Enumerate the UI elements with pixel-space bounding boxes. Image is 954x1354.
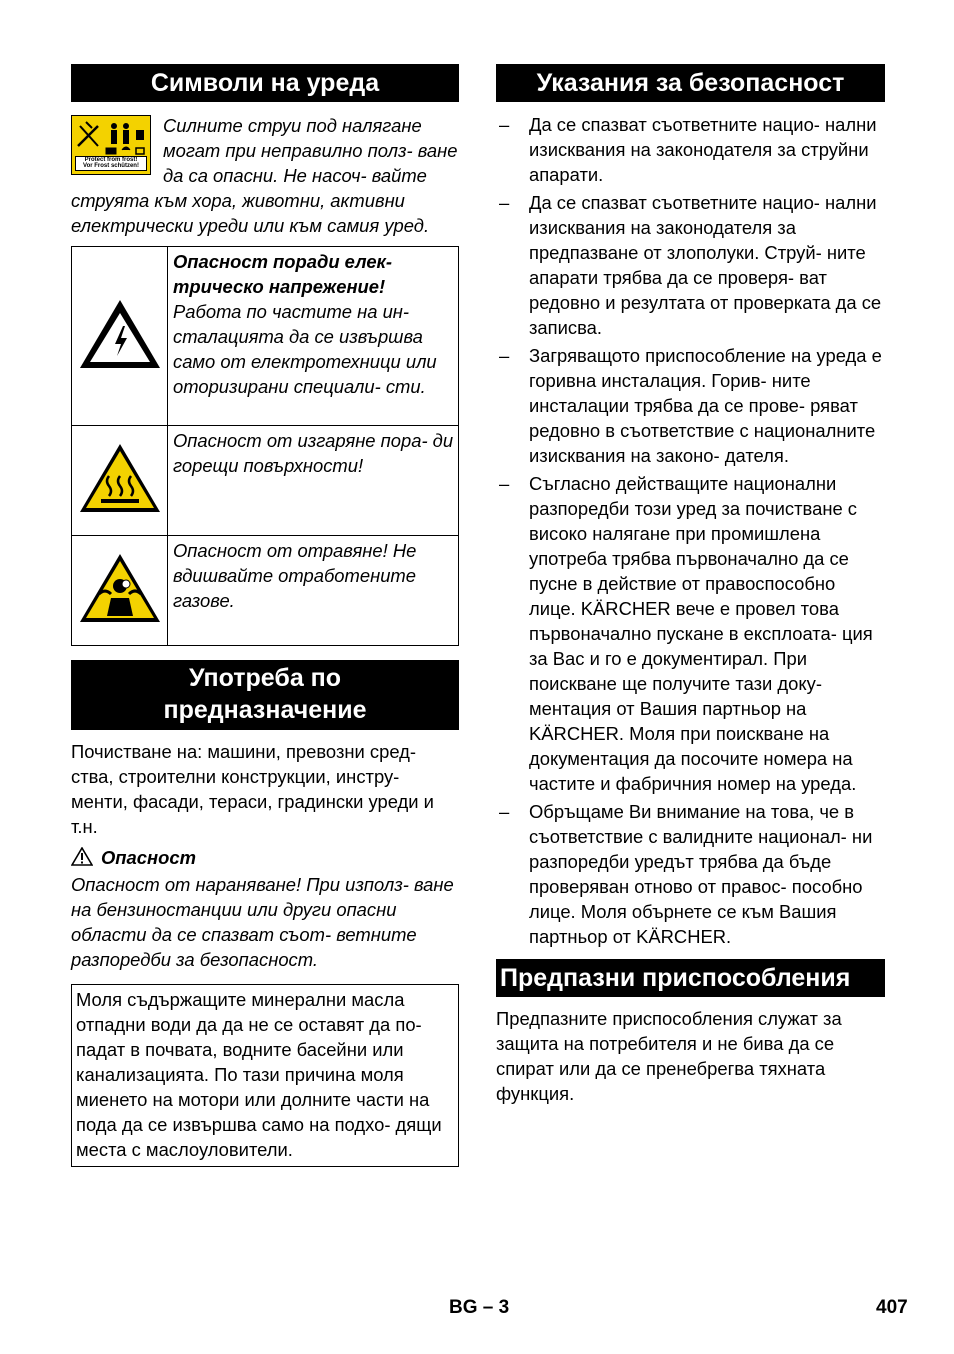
- protective-devices-text: Предпазните приспособления служат за защита на потребителя и не бива да се спират или да се пренебрегва тяхната функция.: [496, 1008, 842, 1104]
- symbols-heading: Символи на уреда: [71, 64, 459, 102]
- list-item: – Да се спазват съответните нацио- нални изисквания на законодателя за предпазване от злополуки. Струй- ните апарати трябва да се проверя- ват редовно и резултата от проверката да се записва.: [499, 192, 882, 338]
- page-number: 407: [876, 1297, 908, 1318]
- warning-table: [71, 246, 459, 646]
- danger-text: Опасност от нараняване! При използ- ване на бензиностанции или други опасни области да се спазват съот- ветните разпоредби за безопасност.: [71, 874, 454, 970]
- warning-row-hot: [72, 426, 459, 536]
- protective-devices-heading: Предпазни приспособления: [496, 959, 885, 997]
- footer-section: BG – 3: [449, 1297, 510, 1318]
- hot-surface-icon: [77, 440, 163, 516]
- danger-triangle-icon: [71, 847, 93, 866]
- right-column: [496, 64, 885, 1106]
- list-item: – Да се спазват съответните нацио- нални изисквания на законодателя за струйни апарати.: [499, 114, 877, 185]
- list-item: – Загряващото приспособление на уреда е горивна инсталация. Горив- ните инсталации трябва да се прове- ряват редовно в съответствие с националните изисквания на законо- дателя.: [499, 345, 882, 466]
- warning-poison-text: Опасност от отравяне! Не вдишвайте отработените газове.: [168, 536, 459, 646]
- pressure-jet-symbol-icon: Protect from frost! Vor Frost schützen!: [71, 115, 151, 175]
- symbols-intro-text: Силните струи под налягане могат при неправилно полз- ване да са опасни. Не насоч- вайте струята към хора, животни, активни електрически уреди или към самия уред.: [71, 115, 458, 236]
- warning-electric-text: Работа по частите на ин- сталацията да се извършва само от електротехници или оторизирани специали- сти.: [173, 301, 437, 397]
- left-column: [71, 64, 459, 1167]
- safety-list: [496, 112, 885, 949]
- list-item: – Съгласно действащите национални разпоредби този уред за почистване с високо налягане при промишлена употреба трябва първоначално да се пусне в действие от правоспособно лице. KÄRCHER вече е провел това първоначално пускане в експлоата- ция за Вас и го е документирал. При поискване ще получите тази доку- ментация от Вашия партньор на KÄRCHER. Моля при поискване на документация да посочите номера на частите и фабричния номер на уреда.: [499, 473, 873, 794]
- warning-row-electric: [72, 247, 459, 426]
- intended-use-heading: Употреба по предназначение: [71, 660, 459, 730]
- symbols-intro: [71, 113, 459, 238]
- safety-heading: Указания за безопасност: [496, 64, 885, 102]
- list-item: – Обръщаме Ви внимание на това, че в съответствие с валидните национал- ни разпоредби уредът трябва да бъде проверяван отново от правос- пособно лице. Моля обърнете се към Вашия партньор от KÄRCHER.: [499, 801, 873, 947]
- warning-hot-text: Опасност от изгаряне пора- ди горещи повърхности!: [168, 426, 459, 536]
- oil-notice-box: [71, 984, 459, 1167]
- poison-gas-icon: [77, 550, 163, 626]
- danger-label-row: [71, 845, 459, 870]
- danger-label: Опасност: [101, 847, 196, 868]
- warning-row-poison: [72, 536, 459, 646]
- electric-hazard-icon: [77, 296, 163, 372]
- intended-use-text: Почистване на: машини, превозни сред- ства, строителни конструкции, инстру- менти, фасади, тераси, градински уреди и т.н.: [71, 741, 434, 837]
- warning-electric-title: Опасност поради елек- трическо напрежение!: [173, 251, 392, 297]
- oil-notice-text: Моля съдържащите минерални масла отпадни води да да не се оставят да по- падат в почвата, водните басейни или канализацията. По тази причина моля миенето на мотори или долните части на пода да се извършва само на подхо- дящи места с маслоуловители.: [76, 989, 442, 1160]
